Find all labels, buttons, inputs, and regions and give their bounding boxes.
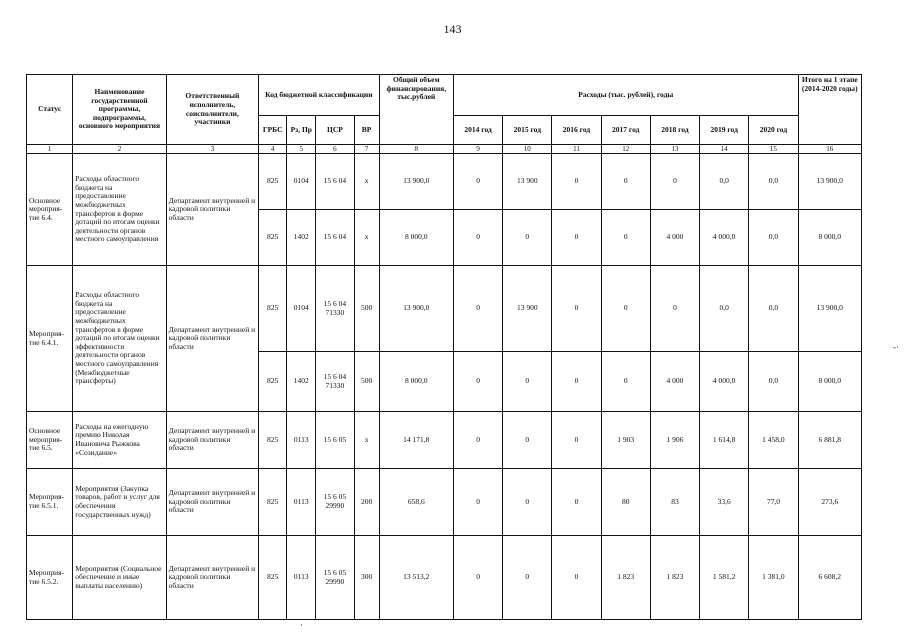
header-responsible: Ответственный исполнитель, соисполнители, участники — [166, 75, 258, 145]
responsible-cell: Департамент внутренней и кадровой политики области — [166, 266, 258, 412]
status-cell: Мероприя-тие 6.5.1. — [27, 469, 73, 536]
csr-line: 15 6 04 — [323, 176, 347, 186]
vr-cell: 500 — [354, 352, 379, 412]
total-cell: 658,6 — [379, 469, 453, 536]
scan-speck: · — [300, 620, 303, 630]
total-cell: 13 513,2 — [379, 536, 453, 620]
csr-line: 15 6 05 — [323, 567, 347, 577]
csr-line: 71330 — [325, 380, 345, 390]
header-vr: ВР — [354, 116, 379, 145]
sum-cell: 13 900,0 — [798, 266, 861, 352]
csr-cell — [316, 412, 354, 469]
status-cell: Мероприя-тие 6.4.1. — [27, 266, 73, 412]
name-cell: Расходы областного бюджета на предоставление межбюджетных трансфертов в форме дотаций по итогам оценки деятельности органов местного самоуправления — [73, 154, 166, 266]
grbs-cell: 825 — [259, 536, 287, 620]
year-cell: 0 — [503, 469, 552, 536]
year-cell: 4 000,0 — [700, 352, 749, 412]
year-cell: 0,0 — [749, 154, 798, 210]
sum-cell: 273,6 — [798, 469, 861, 536]
total-cell: 8 000,0 — [379, 352, 453, 412]
rzpr-cell: 1402 — [287, 352, 316, 412]
csr-cell — [316, 154, 354, 210]
total-cell: 13 900,0 — [379, 266, 453, 352]
header-year: 2020 год — [749, 116, 798, 145]
grbs-cell: 825 — [259, 154, 287, 210]
year-cell: 0,0 — [700, 266, 749, 352]
year-cell: 0 — [453, 352, 502, 412]
name-cell: Мероприятия (Социальное обеспечение и иные выплаты населению) — [73, 536, 166, 620]
year-cell: 0 — [552, 469, 601, 536]
table-row — [27, 536, 862, 620]
year-cell: 0,0 — [749, 266, 798, 352]
column-number: 7 — [354, 145, 379, 154]
csr-cell — [316, 536, 354, 620]
budget-table — [26, 74, 862, 620]
year-cell: 0 — [552, 536, 601, 620]
year-cell: 0 — [552, 352, 601, 412]
year-cell: 77,0 — [749, 469, 798, 536]
year-cell: 0 — [453, 536, 502, 620]
year-cell: 0 — [601, 210, 650, 266]
year-cell: 4 000,0 — [700, 210, 749, 266]
column-number: 14 — [700, 145, 749, 154]
sum-cell: 13 900,0 — [798, 154, 861, 210]
year-cell: 0 — [453, 412, 502, 469]
year-cell: 0,0 — [700, 154, 749, 210]
year-cell: 1 823 — [650, 536, 699, 620]
year-cell: 0 — [552, 210, 601, 266]
year-cell: 1 906 — [650, 412, 699, 469]
year-cell: 0 — [601, 352, 650, 412]
csr-cell — [316, 266, 354, 352]
header-budget-code: Код бюджетной классификации — [259, 75, 380, 116]
year-cell: 0 — [503, 210, 552, 266]
rzpr-cell: 0113 — [287, 469, 316, 536]
vr-cell: 500 — [354, 266, 379, 352]
year-cell: 13 900 — [503, 266, 552, 352]
year-cell: 1 614,8 — [700, 412, 749, 469]
year-cell: 1 823 — [601, 536, 650, 620]
vr-cell: 200 — [354, 469, 379, 536]
grbs-cell: 825 — [259, 469, 287, 536]
header-total-volume: Общий объем финансирования, тыс.рублей — [379, 75, 453, 145]
year-cell: 0 — [453, 210, 502, 266]
csr-line: 29990 — [325, 501, 345, 511]
column-number: 5 — [287, 145, 316, 154]
column-number-row — [27, 145, 862, 154]
sum-cell: 6 881,8 — [798, 412, 861, 469]
rzpr-cell: 0104 — [287, 154, 316, 210]
column-number: 2 — [73, 145, 166, 154]
year-cell: 0 — [503, 412, 552, 469]
column-number: 11 — [552, 145, 601, 154]
sum-cell: 8 000,0 — [798, 352, 861, 412]
responsible-cell: Департамент внутренней и кадровой политики области — [166, 469, 258, 536]
year-cell: 0 — [503, 536, 552, 620]
year-cell: 1 581,2 — [700, 536, 749, 620]
year-cell: 0 — [650, 154, 699, 210]
column-number: 8 — [379, 145, 453, 154]
rzpr-cell: 0113 — [287, 536, 316, 620]
header-year: 2015 год — [503, 116, 552, 145]
year-cell: 0,0 — [749, 352, 798, 412]
csr-line: 15 6 05 — [323, 492, 347, 502]
grbs-cell: 825 — [259, 210, 287, 266]
total-cell: 8 000,0 — [379, 210, 453, 266]
csr-line: 15 6 05 — [323, 434, 347, 444]
grbs-cell: 825 — [259, 412, 287, 469]
column-number: 1 — [27, 145, 73, 154]
year-cell: 4 000 — [650, 210, 699, 266]
header-expenses: Расходы (тыс. рублей), годы — [453, 75, 798, 116]
column-number: 6 — [316, 145, 354, 154]
name-cell: Мероприятия (Закупка товаров, работ и услуг для обеспечения государственных нужд) — [73, 469, 166, 536]
header-year: 2018 год — [650, 116, 699, 145]
column-number: 15 — [749, 145, 798, 154]
year-cell: 0 — [453, 469, 502, 536]
margin-mark: -· — [893, 342, 899, 352]
header-grbs: ГРБС — [259, 116, 287, 145]
year-cell: 0 — [601, 266, 650, 352]
year-cell: 0 — [601, 154, 650, 210]
csr-line: 15 6 04 — [323, 371, 347, 381]
table-row — [27, 154, 862, 210]
year-cell: 13 900 — [503, 154, 552, 210]
grbs-cell: 825 — [259, 266, 287, 352]
header-name: Наименование государственной программы, подпрограммы, основного мероприятия — [73, 75, 166, 145]
year-cell: 0 — [453, 266, 502, 352]
responsible-cell: Департамент внутренней и кадровой политики области — [166, 536, 258, 620]
csr-cell — [316, 352, 354, 412]
rzpr-cell: 0113 — [287, 412, 316, 469]
csr-line: 71330 — [325, 307, 345, 317]
header-year: 2014 год — [453, 116, 502, 145]
header-year: 2019 год — [700, 116, 749, 145]
status-cell: Основное мероприя-тие 6.5. — [27, 412, 73, 469]
header-stage-total: Итого на 1 этапе (2014-2020 годы) — [798, 75, 861, 145]
column-number: 10 — [503, 145, 552, 154]
csr-line: 29990 — [325, 576, 345, 586]
table-row — [27, 266, 862, 352]
name-cell: Расходы областного бюджета на предоставление межбюджетных трансфертов в форме дотаций по итогам оценки эффективности деятельности органов местного самоуправления (Межбюджетные трансферты) — [73, 266, 166, 412]
column-number: 4 — [259, 145, 287, 154]
year-cell: 1 903 — [601, 412, 650, 469]
year-cell: 0 — [552, 154, 601, 210]
header-status: Статус — [27, 75, 73, 145]
year-cell: 80 — [601, 469, 650, 536]
year-cell: 0 — [552, 412, 601, 469]
total-cell: 13 900,0 — [379, 154, 453, 210]
csr-cell — [316, 210, 354, 266]
column-number: 9 — [453, 145, 502, 154]
sum-cell: 8 000,0 — [798, 210, 861, 266]
year-cell: 4 000 — [650, 352, 699, 412]
column-number: 3 — [166, 145, 258, 154]
year-cell: 0 — [453, 154, 502, 210]
column-number: 16 — [798, 145, 861, 154]
year-cell: 0 — [503, 352, 552, 412]
vr-cell: x — [354, 210, 379, 266]
vr-cell: x — [354, 154, 379, 210]
responsible-cell: Департамент внутренней и кадровой политики области — [166, 412, 258, 469]
year-cell: 0 — [552, 266, 601, 352]
table-row — [27, 412, 862, 469]
year-cell: 83 — [650, 469, 699, 536]
status-cell: Основное мероприя-тие 6.4. — [27, 154, 73, 266]
column-number: 12 — [601, 145, 650, 154]
grbs-cell: 825 — [259, 352, 287, 412]
vr-cell: 300 — [354, 536, 379, 620]
rzpr-cell: 1402 — [287, 210, 316, 266]
csr-line: 15 6 04 — [323, 232, 347, 242]
header-year: 2017 год — [601, 116, 650, 145]
header-year: 2016 год — [552, 116, 601, 145]
total-cell: 14 171,8 — [379, 412, 453, 469]
header-rzpr: Рз, Пр — [287, 116, 316, 145]
sum-cell: 6 608,2 — [798, 536, 861, 620]
page-number: 143 — [443, 22, 462, 36]
year-cell: 1 381,0 — [749, 536, 798, 620]
rzpr-cell: 0104 — [287, 266, 316, 352]
responsible-cell: Департамент внутренней и кадровой политики области — [166, 154, 258, 266]
year-cell: 33,6 — [700, 469, 749, 536]
year-cell: 0 — [650, 266, 699, 352]
year-cell: 0,0 — [749, 210, 798, 266]
csr-line: 15 6 04 — [323, 298, 347, 308]
status-cell: Мероприя-тие 6.5.2. — [27, 536, 73, 620]
column-number: 13 — [650, 145, 699, 154]
csr-cell — [316, 469, 354, 536]
header-csr: ЦСР — [316, 116, 354, 145]
vr-cell: x — [354, 412, 379, 469]
year-cell: 1 458,0 — [749, 412, 798, 469]
name-cell: Расходы на ежегодную премию Николая Ивановича Рыжкова «Созидание» — [73, 412, 166, 469]
table-row — [27, 469, 862, 536]
